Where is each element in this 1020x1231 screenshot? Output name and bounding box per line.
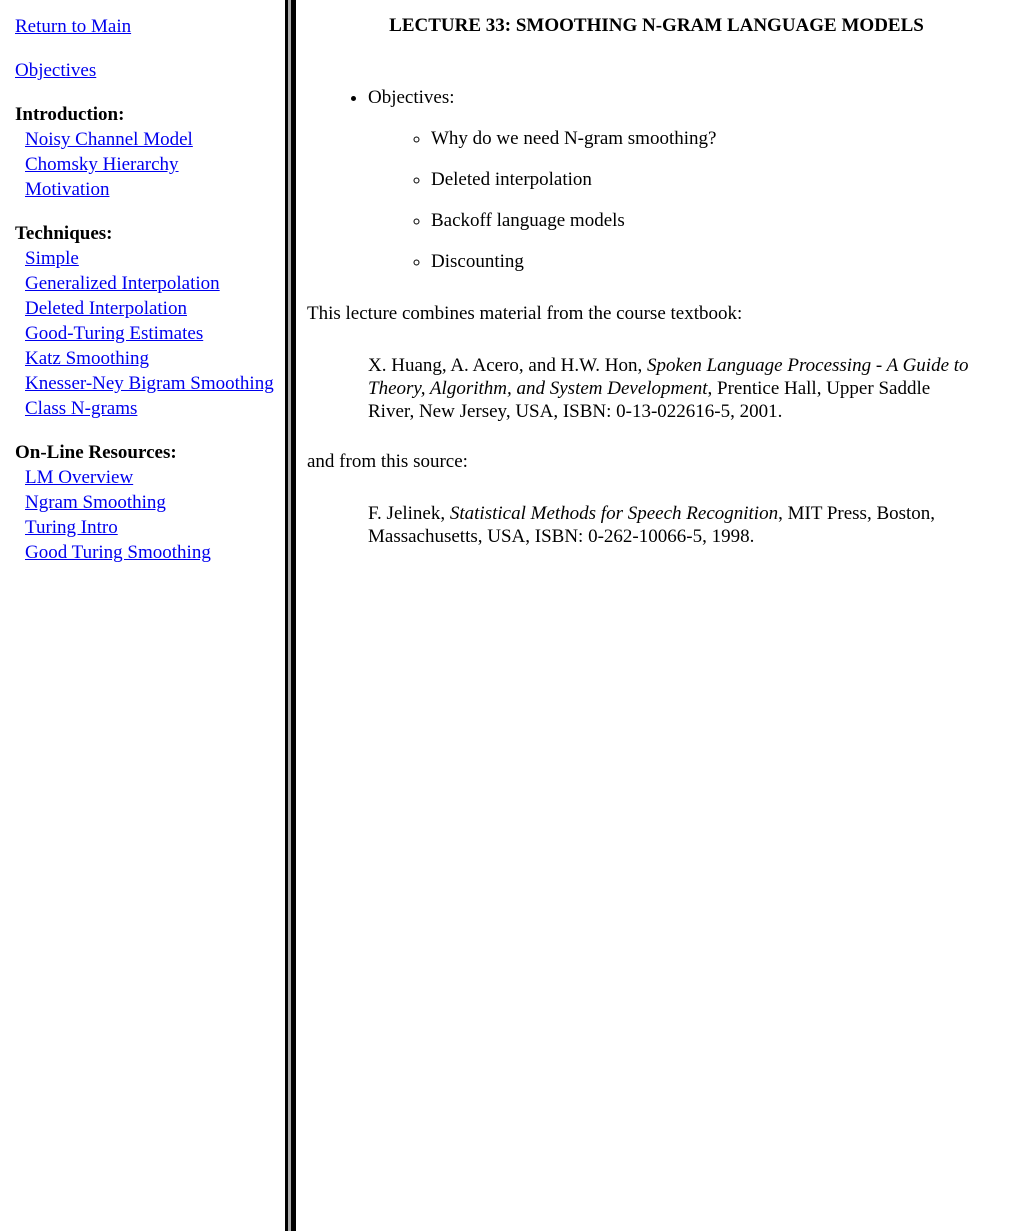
nav-line <box>15 152 281 177</box>
nav-line <box>15 371 281 396</box>
sidebar-heading-introduction: Introduction: <box>15 104 125 125</box>
nav-line <box>15 271 281 296</box>
sidebar-link-simple[interactable]: Simple <box>25 248 79 269</box>
objective-item <box>431 209 1006 232</box>
nav-line <box>15 177 281 202</box>
nav-line <box>15 246 281 271</box>
objectives-list <box>307 86 1006 273</box>
objective-item-text: Why do we need N-gram smoothing? <box>431 128 717 149</box>
reference-book-title: Statistical Methods for Speech Recognition <box>449 503 779 524</box>
reference-book-title: Spoken Language Processing - A Guide to Theory, Algorithm, and System Development <box>368 355 969 399</box>
nav-line <box>15 490 281 515</box>
objectives-sublist <box>368 127 1006 273</box>
sidebar-link-objectives[interactable]: Objectives <box>15 60 97 81</box>
reference-authors: F. Jelinek, <box>368 503 450 524</box>
sidebar-nav <box>0 0 285 1231</box>
sidebar-link-katz-smoothing[interactable]: Katz Smoothing <box>25 348 150 369</box>
sidebar-link-ngram-smoothing[interactable]: Ngram Smoothing <box>25 492 166 513</box>
sidebar-objectives-block <box>15 58 281 83</box>
main-content <box>296 0 1020 1231</box>
sidebar-link-deleted-interpolation[interactable]: Deleted Interpolation <box>25 298 187 319</box>
sidebar-group-introduction <box>15 102 281 202</box>
nav-line <box>15 540 281 565</box>
sidebar-heading-online-resources: On-Line Resources: <box>15 442 177 463</box>
sidebar-link-return-to-main[interactable]: Return to Main <box>15 16 132 37</box>
sidebar-link-class-n-grams[interactable]: Class N-grams <box>25 398 138 419</box>
source-paragraph: and from this source: <box>307 451 468 472</box>
sidebar-link-chomsky-hierarchy[interactable]: Chomsky Hierarchy <box>25 154 179 175</box>
objectives-label: Objectives: <box>368 87 455 108</box>
frame-divider <box>285 0 296 1231</box>
sidebar-link-knesser-ney-bigram-smoothing[interactable]: Knesser-Ney Bigram Smoothing <box>25 373 274 394</box>
nav-line <box>15 515 281 540</box>
sidebar-link-turing-intro[interactable]: Turing Intro <box>25 517 118 538</box>
intro-paragraph: This lecture combines material from the course textbook: <box>307 303 743 324</box>
objectives-list-item <box>368 86 1006 273</box>
nav-line <box>15 465 281 490</box>
sidebar-group-online-resources <box>15 440 281 565</box>
sidebar-link-motivation[interactable]: Motivation <box>25 179 110 200</box>
sidebar-link-generalized-interpolation[interactable]: Generalized Interpolation <box>25 273 220 294</box>
nav-line <box>15 396 281 421</box>
reference-textbook-huang <box>368 354 976 423</box>
nav-line <box>15 346 281 371</box>
sidebar-top-block <box>15 14 281 39</box>
nav-line <box>15 127 281 152</box>
page-title: LECTURE 33: SMOOTHING N-GRAM LANGUAGE MODELS <box>389 15 924 36</box>
objective-item <box>431 250 1006 273</box>
nav-line <box>15 321 281 346</box>
objective-item-text: Backoff language models <box>431 210 625 231</box>
sidebar-link-noisy-channel-model[interactable]: Noisy Channel Model <box>25 129 193 150</box>
sidebar-link-good-turing-estimates[interactable]: Good-Turing Estimates <box>25 323 204 344</box>
sidebar-heading-techniques: Techniques: <box>15 223 113 244</box>
reference-authors: X. Huang, A. Acero, and H.W. Hon, <box>368 355 647 376</box>
sidebar-link-good-turing-smoothing[interactable]: Good Turing Smoothing <box>25 542 211 563</box>
objective-item-text: Discounting <box>431 251 524 272</box>
reference-publisher: , Prentice Hall, Upper Saddle River, New Jersey, USA, ISBN: 0-13-022616-5, 2001. <box>368 378 931 422</box>
objective-item-text: Deleted interpolation <box>431 169 592 190</box>
reference-publisher: , MIT Press, Boston, Massachusetts, USA, ISBN: 0-262-10066-5, 1998. <box>368 503 936 547</box>
sidebar-group-techniques <box>15 221 281 421</box>
sidebar-link-lm-overview[interactable]: LM Overview <box>25 467 134 488</box>
objective-item <box>431 168 1006 191</box>
objective-item <box>431 127 1006 150</box>
reference-source-jelinek <box>368 502 976 548</box>
nav-line <box>15 296 281 321</box>
